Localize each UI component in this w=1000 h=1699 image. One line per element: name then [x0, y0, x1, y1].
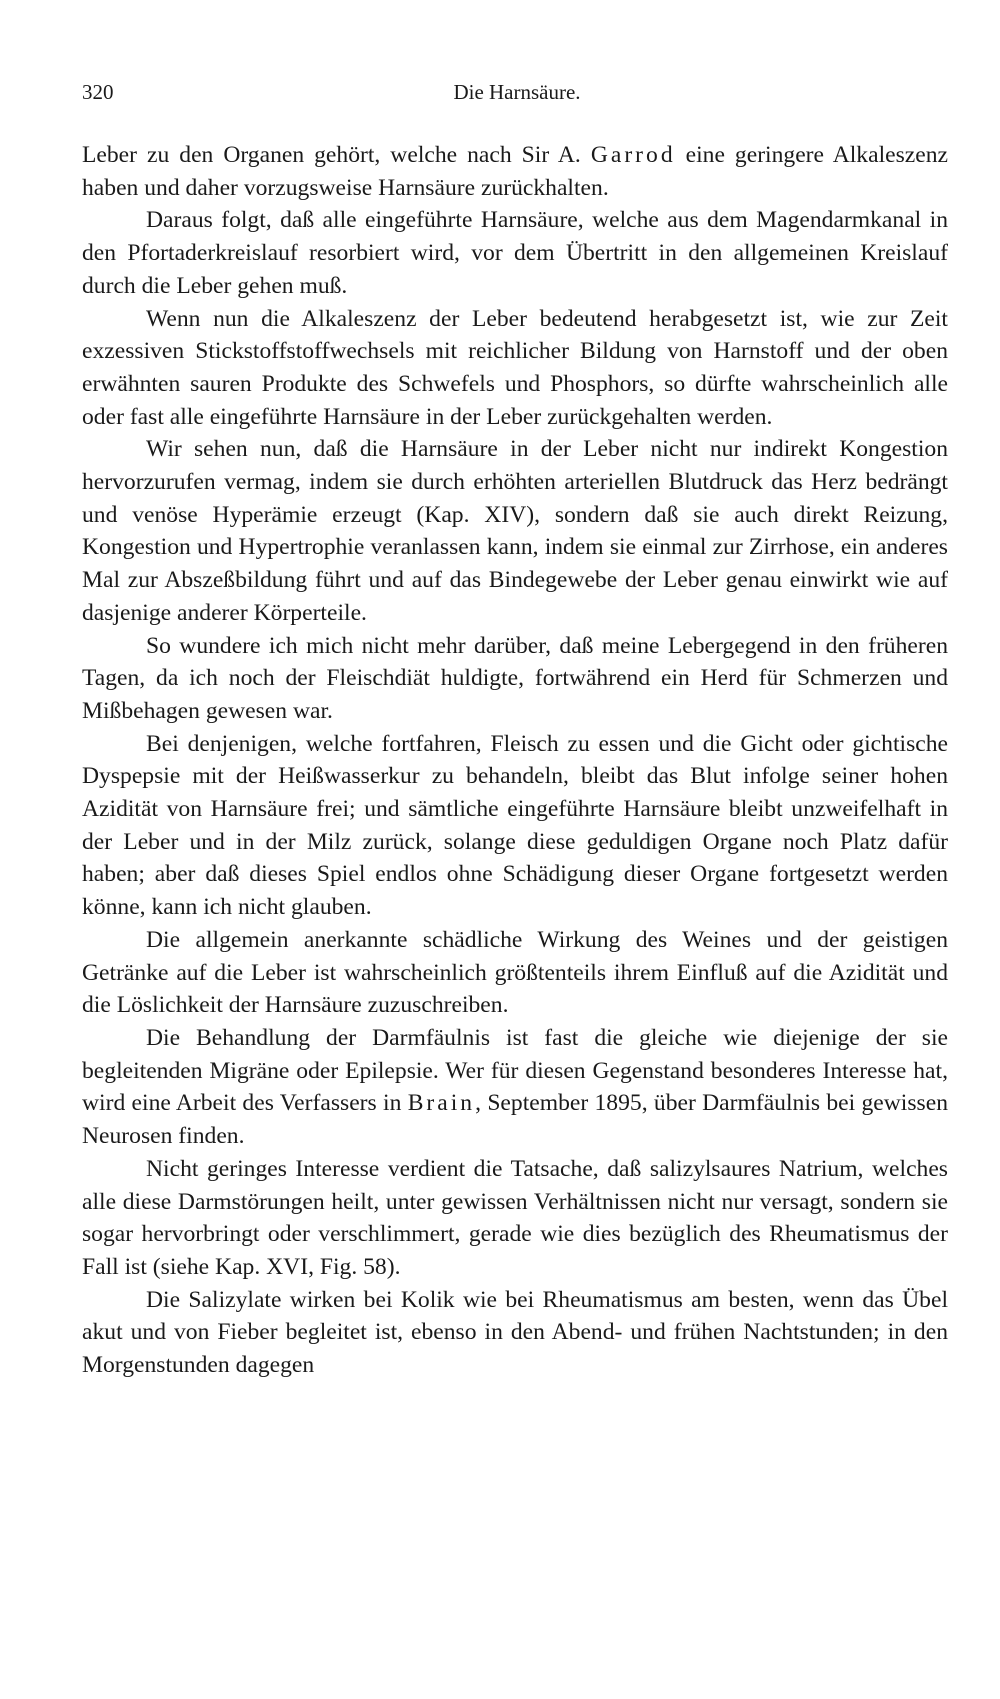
paragraph: [82, 1153, 948, 1284]
running-title: Die Harnsäure.: [453, 80, 581, 104]
paragraph: [82, 924, 948, 1022]
paragraph: [82, 1022, 948, 1153]
body-text: [82, 139, 948, 1382]
page-header: [82, 80, 952, 110]
paragraph: [82, 1284, 948, 1382]
text-segment: Wir sehen nun, daß die Harnsäure in der Leber nicht nur indirekt Kongestion hervorzurufen vermag, indem sie durch erhöhten arteriellen Blutdruck das Herz bedrängt und venöse Hyperämie erzeugt (Kap. XIV), sondern daß sie auch direkt Reizung, Kongestion und Hypertrophie veranlassen kann, indem sie einmal zur Zirrhose, ein anderes Mal zur Abszeßbildung führt und auf das Bindegewebe der Leber genau einwirkt wie auf dasjenige anderer Körperteile.: [82, 436, 948, 626]
journal-name-spaced: Brain: [407, 1090, 476, 1117]
text-segment: Die allgemein anerkannte schädliche Wirkung des Weines und der geistigen Getränke auf die Leber ist wahrscheinlich größtenteils ihrem Einfluß auf die Azidität und die Löslichkeit der Harnsäure zuzuschreiben.: [82, 926, 948, 1019]
paragraph: [82, 630, 948, 728]
text-segment: So wundere ich mich nicht mehr darüber, daß meine Lebergegend in den früheren Tagen, da ich noch der Fleischdiät huldigte, fortwährend ein Herd für Schmerzen und Mißbehagen gewesen war.: [82, 632, 948, 724]
author-name-spaced: Garrod: [590, 142, 676, 168]
paragraph: [82, 139, 948, 204]
paragraph: [82, 303, 948, 434]
paragraph: [82, 433, 948, 629]
page-number: 320: [82, 80, 114, 104]
text-segment: , September 1895, über Darmfäulnis bei gewissen Neurosen finden.: [82, 1090, 948, 1150]
text-segment: Die Salizylate wirken bei Kolik wie bei Rheumatismus am besten, wenn das Übel akut und von Fieber begleitet ist, ebenso in den Abend- und frühen Nachtstunden; in den Morgenstunden dagegen: [82, 1286, 948, 1379]
text-segment: Die Behandlung der Darmfäulnis ist fast die gleiche wie diejenige der sie begleitenden Migräne oder Epilepsie. Wer für diesen Gegenstand besonderes Interesse hat, wird eine Arbeit des Verfassers in: [82, 1024, 948, 1117]
text-segment: eine geringere Alkaleszenz haben und daher vorzugsweise Harnsäure zurückhalten.: [82, 142, 948, 201]
text-segment: Nicht geringes Interesse verdient die Tatsache, daß salizylsaures Natrium, welches alle diese Darmstörungen heilt, unter gewissen Verhältnissen nicht nur versagt, sondern sie sogar hervorbringt oder verschlimmert, gerade wie dies bezüglich des Rheumatismus der Fall ist (siehe Kap. XVI, Fig. 58).: [82, 1155, 948, 1280]
text-segment: Bei denjenigen, welche fortfahren, Fleisch zu essen und die Gicht oder gichtische Dyspepsie mit der Heißwasserkur zu behandeln, bleibt das Blut infolge seiner hohen Azidität von Harnsäure frei; und sämtliche eingeführte Harnsäure bleibt unzweifelhaft in der Leber und in der Milz zurück, solange diese geduldigen Organe noch Platz dafür haben; aber daß dieses Spiel endlos ohne Schädigung dieser Organe fortgesetzt werden könne, kann ich nicht glauben.: [82, 730, 948, 921]
paragraph: [82, 204, 948, 302]
text-segment: Daraus folgt, daß alle eingeführte Harnsäure, welche aus dem Magendarmkanal in den Pfortaderkreislauf resorbiert wird, vor dem Übertritt in den allgemeinen Kreislauf durch die Leber gehen muß.: [82, 207, 948, 299]
text-segment: Wenn nun die Alkaleszenz der Leber bedeutend herabgesetzt ist, wie zur Zeit exzessiven Stickstoffstoffwechsels mit reichlicher Bildung von Harnstoff und der oben erwähnten sauren Produkte des Schwefels und Phosphors, so dürfte wahrscheinlich alle oder fast alle eingeführte Harnsäure in der Leber zurückgehalten werden.: [82, 305, 948, 430]
paragraph: [82, 728, 948, 924]
text-segment: Leber zu den Organen gehört, welche nach Sir A.: [82, 142, 591, 168]
